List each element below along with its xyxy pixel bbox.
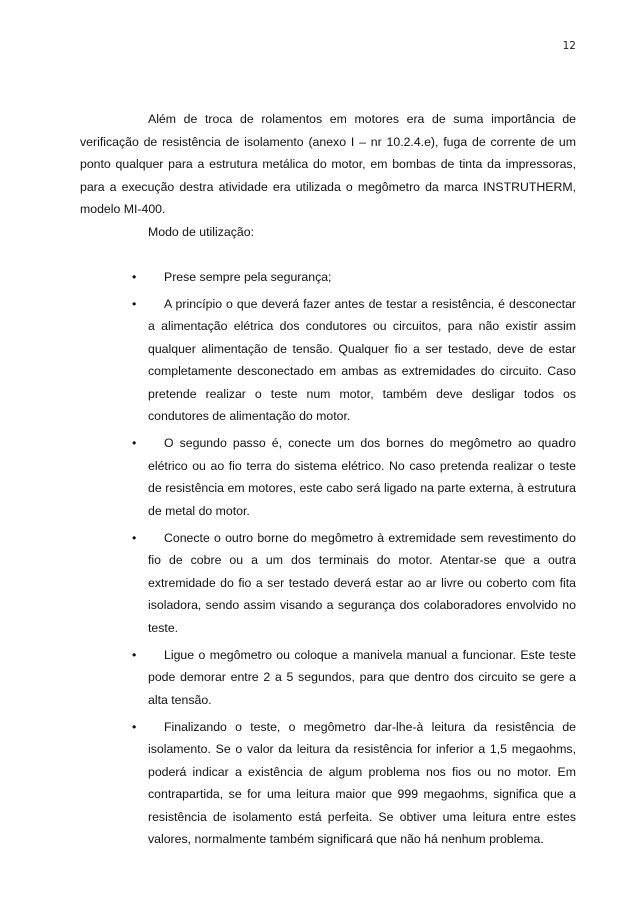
list-item-text: A princípio o que deverá fazer antes de testar a resistência, é desconectar a alimentação elétrica dos condutores ou circuitos, para não existir assim qualquer alimentação de tensão. Qualquer fio a ser testado, deve de estar completamente desconectado em ambas as extremidades do circuito. Caso pretende realizar o teste num motor, também deve desligar todos os condutores de alimentação do motor. — [148, 296, 576, 423]
intro-paragraph: Além de troca de rolamentos em motores era de suma importância de verificação de resistência de isolamento (anexo I – nr 10.2.4.e), fuga de corrente de um ponto qualquer para a estrutura metálica do motor, em bombas de tinta da impressoras, para a execução destra atividade era utilizada o megômetro da marca INSTRUTHERM, modelo MI-400. — [80, 112, 576, 216]
usage-label: Modo de utilização: — [148, 224, 254, 239]
list-item — [132, 527, 576, 640]
list-item-text: Ligue o megômetro ou coloque a manivela manual a funcionar. Este teste pode demorar entre 2 a 5 segundos, para que dentro dos circuito se gere a alta tensão. — [148, 647, 576, 707]
page-number: 12 — [562, 40, 576, 52]
list-item-text: Conecte o outro borne do megômetro à extremidade sem revestimento do fio de cobre ou a um dos terminais do motor. Atentar-se que a outra extremidade do fio a ser testado deverá estar ao ar livre ou coberto com fita isoladora, sendo assim visando a segurança dos colaboradores envolvido no teste. — [148, 530, 576, 635]
list-item — [132, 432, 576, 522]
bullet-icon: • — [132, 269, 137, 284]
bullet-icon: • — [132, 647, 137, 662]
list-item-text: Finalizando o teste, o megômetro dar-lhe-à leitura da resistência de isolamento. Se o valor da leitura da resistência for inferior a 1,5 megaohms, poderá indicar a existência de algum problema nos fios ou no motor. Em contrapartida, se for uma leitura maior que 999 megaohms, significa que a resistência de isolamento está perfeita. Se obtiver uma leitura entre estes valores, normalmente também significará que não há nenhum problema. — [148, 719, 576, 846]
usage-steps-list — [80, 266, 576, 851]
list-item — [132, 293, 576, 428]
bullet-icon: • — [132, 530, 137, 545]
list-item — [132, 266, 576, 289]
blank-line — [80, 243, 576, 266]
list-item-text: O segundo passo é, conecte um dos bornes do megômetro ao quadro elétrico ou ao fio terra do sistema elétrico. No caso pretenda realizar o teste de resistência em motores, este cabo será ligado na parte externa, à estrutura de metal do motor. — [148, 436, 576, 518]
bullet-icon: • — [132, 436, 137, 450]
list-item — [132, 644, 576, 712]
list-item-text: Prese sempre pela segurança; — [164, 269, 332, 284]
body-text — [80, 108, 576, 855]
bullet-icon: • — [132, 719, 137, 734]
list-item — [132, 716, 576, 851]
bullet-icon: • — [132, 296, 137, 311]
